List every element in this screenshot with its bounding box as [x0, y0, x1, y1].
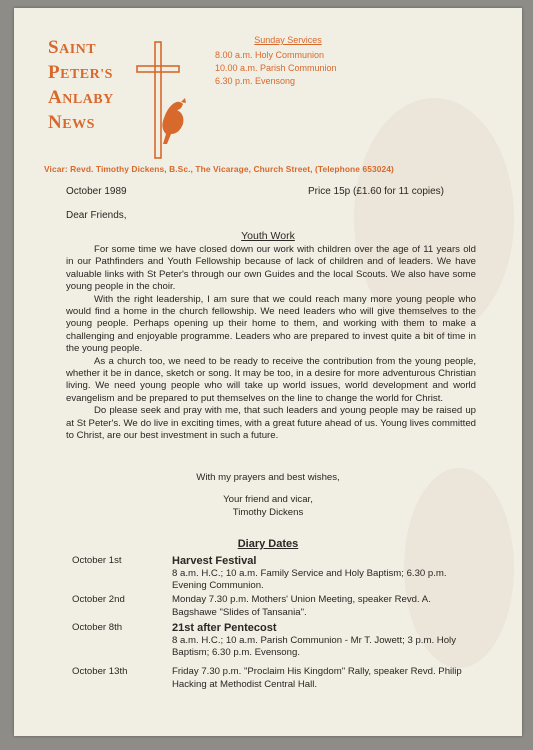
- letter-body: [66, 244, 476, 443]
- masthead-line-2-rest: ETER'S: [60, 67, 113, 82]
- diary-text: Friday 7.30 p.m. "Proclaim His Kingdom" Rally, speaker Revd. Philip Hacking at Methodist Central Hall.: [172, 666, 462, 690]
- masthead: [48, 36, 114, 136]
- letter-paragraph: With the right leadership, I am sure that we could reach many more young people who would find a home in the church fellowship. We need leaders who will give themselves to the young people. Perhaps opening up their home to them, and working with them to make a challenging and enjoyable programme. Leaders who are prepared to invest quite a bit of time in the young people.: [66, 293, 476, 355]
- letter-paragraph: For some time we have closed down our work with children over the age of 11 years old in our Pathfinders and Youth Fellowship because of lack of children and of leaders. We have valuable links with St Peter's through our own Guides and the local Scouts. We also have some young people in the choir.: [66, 244, 476, 293]
- service-time: 8.00 a.m. Holy Communion: [215, 50, 325, 60]
- diary-details: [172, 555, 462, 593]
- masthead-line-3: ANLABY: [48, 87, 114, 108]
- diary-title: 21st after Pentecost: [172, 622, 277, 634]
- issue-date: October 1989: [66, 186, 127, 197]
- closing-wishes: With my prayers and best wishes,: [196, 472, 340, 483]
- sunday-services: [213, 34, 363, 88]
- section-title: Youth Work: [241, 230, 295, 242]
- diary-details: [172, 666, 462, 691]
- diary-details: [172, 622, 462, 660]
- diary-text: Monday 7.30 p.m. Mothers' Union Meeting, speaker Revd. A. Bagshawe "Slides of Tansania".: [172, 594, 431, 618]
- diary-date: October 2nd: [72, 594, 125, 605]
- masthead-line-1: SAINT: [48, 37, 97, 58]
- closing-signoff: Your friend and vicar,: [223, 494, 313, 505]
- services-heading: Sunday Services: [254, 35, 322, 45]
- diary-date: October 13th: [72, 666, 128, 677]
- vicar-contact-line: Vicar: Revd. Timothy Dickens, B.Sc., The Vicarage, Church Street, (Telephone 653024): [44, 164, 394, 174]
- letter-paragraph: Do please seek and pray with me, that such leaders and young people may be raised up at St Peter's. We do live in exciting times, with a great future ahead of us. Young lives committed to Christ, are our best investment in such a future.: [66, 405, 476, 442]
- diary-text: 8 a.m. H.C.; 10 a.m. Parish Communion - Mr T. Jowett; 3 p.m. Holy Baptism; 6.30 p.m. Evensong.: [172, 634, 456, 658]
- diary-text: 8 a.m. H.C.; 10 a.m. Family Service and Holy Baptism; 6.30 p.m. Evening Communion.: [172, 567, 447, 591]
- cross-with-cockerel-icon: [133, 40, 193, 160]
- signature-name: Timothy Dickens: [232, 507, 304, 518]
- diary-details: [172, 594, 462, 619]
- service-time: 6.30 p.m. Evensong: [215, 76, 296, 86]
- issue-price: Price 15p (£1.60 for 11 copies): [308, 186, 445, 197]
- diary-date: October 1st: [72, 555, 122, 566]
- masthead-line-3-rest: NLABY: [62, 92, 114, 107]
- service-time: 10.00 a.m. Parish Communion: [215, 63, 337, 73]
- masthead-line-4: NEWS: [48, 112, 95, 133]
- letter-paragraph: As a church too, we need to be ready to receive the contribution from the young people, whether it be in dance, sketch or song. It may be too, in a desire for more adventurous Christian living. We need young people who will take up world issues, world development and world evangelism and be prepared to put themselves on the line to change the world for Christ.: [66, 355, 476, 404]
- diary-date: October 8th: [72, 622, 123, 633]
- masthead-line-2: PETER'S: [48, 62, 113, 83]
- masthead-line-4-rest: EWS: [62, 117, 95, 132]
- newsletter-page: [14, 8, 522, 736]
- masthead-line-1-rest: AINT: [59, 42, 97, 57]
- diary-title: Harvest Festival: [172, 555, 257, 567]
- salutation: Dear Friends,: [66, 210, 127, 221]
- diary-heading: Diary Dates: [237, 538, 299, 550]
